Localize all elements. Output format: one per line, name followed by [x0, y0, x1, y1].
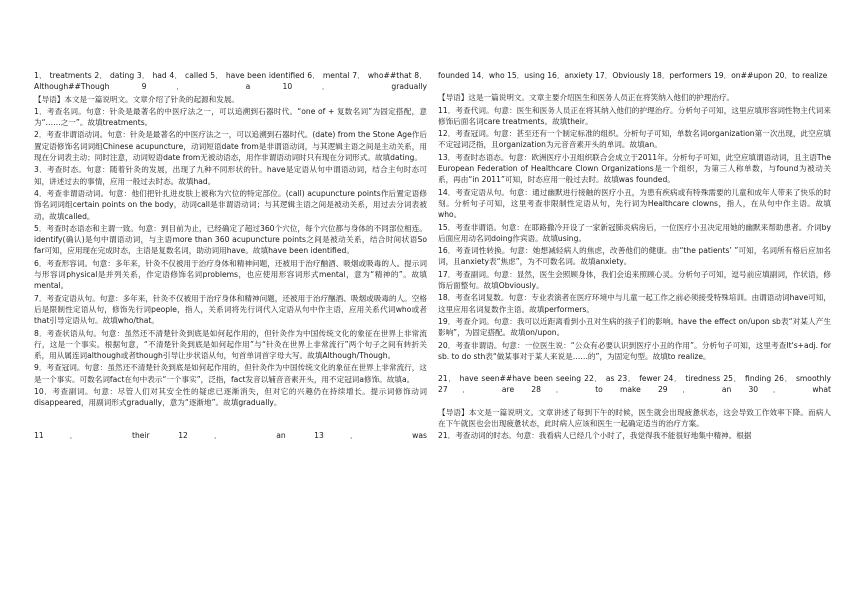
explanation-item: 21．考查动词的时态。句意：我看病人已经几个小时了，我觉得我不能很好地集中精神。根据 [438, 431, 752, 441]
spacer [438, 363, 831, 373]
explanation-item: 8．考查状语从句。句意：虽然还不清楚针灸到底是如何起作用的，但针灸作为中国传统文化的象征在世界上非常流行，这是一个事实。根据句意，“不清楚针灸到底是如何起作用”与“针灸在世界上非常流行”两个句子之间有转折关系，用从属连词although或者though引导让步状语从句，句首单词首字母大写。故填Although/Though。 [34, 328, 427, 361]
explanation-item: 20．考查非谓语。句意：一位医生说：“公众有必要认识到医疗小丑的作用”。分析句子可知，这里考查It's+adj. for sb. to do sth表“做某事对于某人来说是……的”，为固定句型。故填to realize。 [438, 340, 831, 361]
explanation-item: 11．考查代词。句意：医生和医务人员正在将其纳入他们的护理治疗。分析句子可知，这里应填形容词性物主代词来修饰后面名词care treatments。故填their。 [438, 105, 831, 126]
explanation-item: 6．考查形容词。句意：多年来，针灸不仅被用于治疗身体和精神问题，还被用于治疗酗酒、吸烟或吸毒的人。提示词与形容词physical是并列关系，作定语修饰名词problems，也应使用形容词形式mental，意为“精神的”。故填mental。 [34, 258, 427, 291]
explanation-item: 17．考查副词。句意：显然，医生会照顾身体，我们会追来照顾心灵。分析句子可知，逗号前应填副词，作状语，修饰后面整句。故填Obviously。 [438, 269, 831, 291]
explanation-item: 9．考查冠词。句意：虽然还不清楚针灸到底是如何起作用的，但针灸作为中国传统文化的象征在世界上非常流行，这是一个事实。可数名词fact在句中表示“一个事实”，泛指，fact发音以辅音音素开头，用不定冠词a修饰。故填a。 [34, 363, 427, 384]
explanation-item: 7．考查定语从句。句意：多年来，针灸不仅被用于治疗身体和精神问题，还被用于治疗酗酒、吸烟或吸毒的人。空格后是限制性定语从句，修饰先行词people，指人，关系词将先行词代入定语从句中作主语，应用关系代词who或者that引导定语从句。故填who/that。 [34, 293, 427, 326]
explanation-item: 3．考查时态。句意：随着针灸的发展，出现了九种不同形状的针。have是定语从句中谓语动词，结合主句时态可知，讲述过去的事情，应用一般过去时态。故填had。 [34, 165, 427, 186]
explanation-item: 5．考查时态语态和主谓一致。句意：到目前为止，已经确定了超过360个穴位，每个穴位都与身体的不同部位相连。identify(确认)是句中谓语动词，与主语more than 360 acupuncture points之间是被动关系，结合时间状语So far可知，应用现在完成时态，主语是复数名词，助动词用have。故填have been identified。 [34, 223, 427, 256]
answer-line: 1． treatments 2． dating 3． had 4． called 5． have been identified 6． mental 7． who##that 8． Although##Though 9． a 10． gradually [34, 71, 427, 92]
spacer [34, 410, 427, 430]
explanation-item: 4．考查非谓语动词。句意：他们把针扎进皮肤上被称为穴位的特定部位。(call) acupuncture points作后置定语修饰名词词组certain points on the body，动词call是非谓语动词；与其逻辑主语之间是被动关系，用过去分词表被动。故填called。 [34, 188, 427, 221]
guide-paragraph: 【导语】本文是一篇说明文。文章讲述了每到下午的时候，医生就会出现疲惫状态，这会导致工作效率下降。而病人在下午就医也会出现疲惫状态，此时病人应该和医生一起确定适当的治疗方案。 [438, 407, 831, 429]
explanation-item: 14．考查定语从句。句意：通过幽默进行接触的医疗小丑，为患有疾病或有特殊需要的儿童和成年人带来了快乐的时刻。分析句子可知，这里考查非限制性定语从句，先行词为Healthcare clowns，指人，在从句中作主语。故填who。 [438, 187, 831, 220]
guide-paragraph: 【导语】这是一篇说明文。文章主要介绍医生和医务人员正在将笑纳入他们的护理治疗。 [438, 93, 735, 103]
answer-line: 11． their 12． an 13． was [34, 430, 427, 440]
right-column [438, 70, 831, 443]
explanation-item: 1．考查名词。句意：针灸是最著名的中医疗法之一，可以追溯到石器时代。“one of + 复数名词”为固定搭配，意为“……之一”。故填treatments。 [34, 106, 427, 128]
explanation-item: 18．考查名词复数。句意：专业表演者在医疗环境中与儿童一起工作之前必须接受特殊培训。由谓语动词have可知，这里应用名词复数作主语。故填performers。 [438, 293, 831, 314]
explanation-item: 19．考查介词。句意：我可以近距离看到小丑对生病的孩子们的影响。have the effect on/upon sb表“对某人产生影响”，为固定搭配。故填on/upon。 [438, 316, 831, 338]
explanation-item: 10．考查副词。句意：尽管人们对其安全性的疑虑已逐渐消失，但对它的兴趣仍在持续增长。提示词修饰动词disappeared，用副词形式gradually，意为“逐渐地”。故填gradually。 [34, 387, 427, 408]
answer-line: founded 14．who 15．using 16．anxiety 17．Obviously 18．performers 19．on##upon 20．to realize [438, 71, 828, 80]
spacer [438, 397, 831, 407]
explanation-item: 2．考查非谓语动词。句意：针灸是最著名的中医疗法之一，可以追溯到石器时代。(date) from the Stone Age作后置定语修饰名词词组Chinese acupuncture，动词短语date from是非谓语动词，与其逻辑主语之间是主动关系，用现在分词表主动；同时注意，动词短语date from无被动语态，用作非谓语动词时只有现在分词形式。故填dating。 [34, 130, 427, 163]
left-column [34, 70, 427, 442]
spacer [438, 82, 831, 92]
guide-paragraph: 【导语】本文是一篇说明文。文章介绍了针灸的起源和发展。 [34, 94, 240, 104]
explanation-item: 16．考查词性转换。句意：她想减轻病人的焦虑，改善他们的健康。由“the patients’ ”可知，名词所有格后应加名词，且anxiety表“焦虑”，为不可数名词。故填anxiety。 [438, 246, 831, 267]
explanation-item: 12．考查冠词。句意：甚至还有一个制定标准的组织。分析句子可知，单数名词organization第一次出现，此空应填不定冠词泛指，且organization为元音音素开头的单词。故填an。 [438, 129, 831, 150]
explanation-item: 15．考查非谓语。句意：在耶路撒冷开设了一家新冠肺炎病房后，一位医疗小丑决定用她的幽默来帮助患者。介词by后面应用动名词doing作宾语。故填using。 [438, 222, 831, 243]
explanation-item: 13．考查时态语态。句意：欧洲医疗小丑组织联合会成立于2011年。分析句子可知，此空应填谓语动词，且主语The European Federation of Healthcare Clown Organizations是一个组织，为第三人称单数，与found为被动关系，再由“in 2011”可知，时态应用一般过去时。故填was founded。 [438, 152, 831, 185]
answer-line: 21． have seen##have been seeing 22． as 23． fewer 24． tiredness 25． finding 26． smoothly 27． are 28． to make 29． an 30． what [438, 374, 831, 395]
